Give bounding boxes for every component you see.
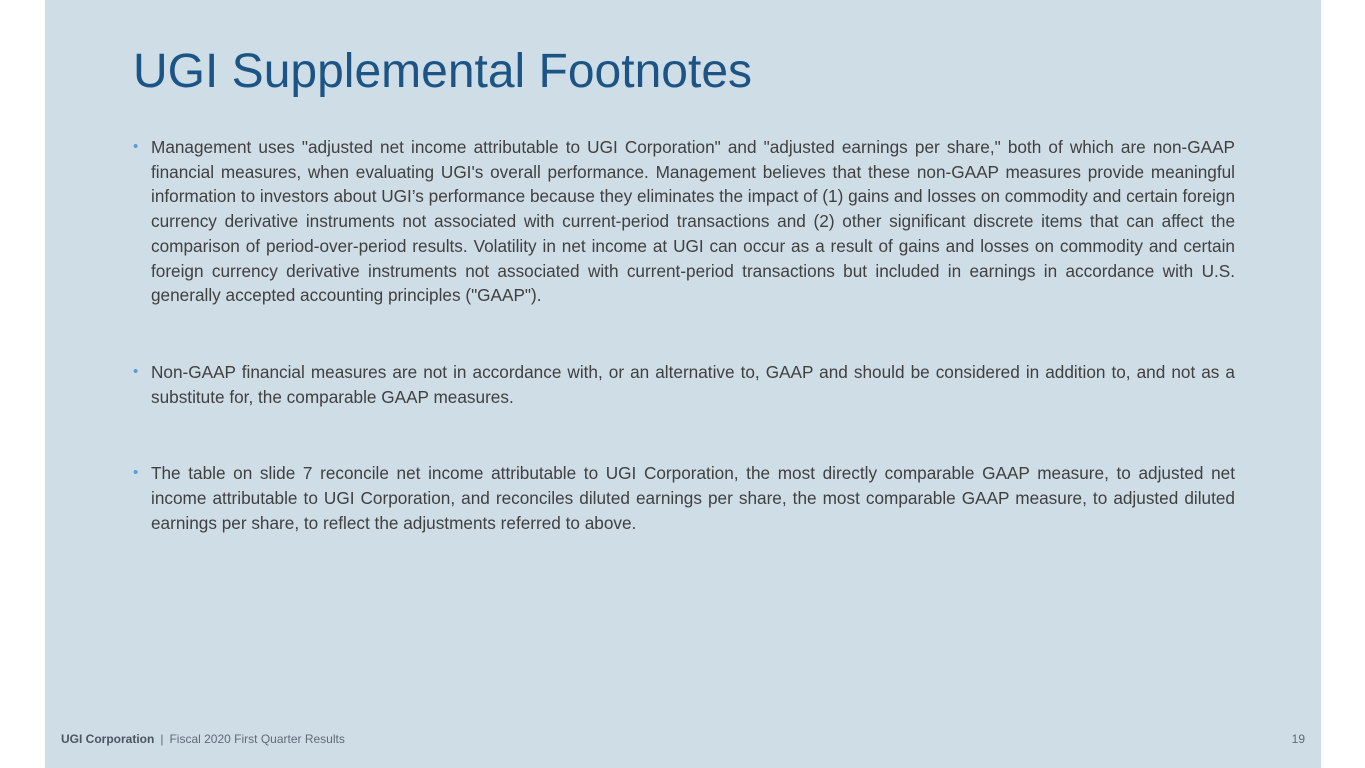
bullet-list bbox=[133, 135, 1235, 535]
bullet-item-1 bbox=[133, 135, 1235, 308]
bullet-icon: • bbox=[133, 138, 139, 155]
bullet-icon: • bbox=[133, 464, 139, 482]
footer-report-title: Fiscal 2020 First Quarter Results bbox=[169, 732, 345, 746]
bullet-text: The table on slide 7 reconcile net income attributable to UGI Corporation, the most directly comparable GAAP measure, to adjusted net income attributable to UGI Corporation, and reconciles diluted earnings per share, the most comparable GAAP measure, to adjusted diluted earnings per share, to reflect the adjustments referred to above. bbox=[151, 463, 1235, 533]
bullet-item-3 bbox=[133, 461, 1235, 535]
slide bbox=[45, 0, 1321, 768]
bullet-item-2 bbox=[133, 360, 1235, 409]
footer-separator: | bbox=[160, 732, 164, 746]
bullet-text: Non-GAAP financial measures are not in accordance with, or an alternative to, GAAP and should be considered in addition to, and not as a substitute for, the comparable GAAP measures. bbox=[151, 361, 1235, 407]
page-number: 19 bbox=[1291, 732, 1305, 746]
bullet-text: Management uses "adjusted net income attributable to UGI Corporation" and "adjusted earnings per share," both of which are non-GAAP financial measures, when evaluating UGI's overall performance. Management believes that these non-GAAP measures provide meaningful information to investors about UGI’s performance because they eliminates the impact of (1) gains and losses on commodity and certain foreign currency derivative instruments not associated with current-period transactions and (2) other significant discrete items that can affect the comparison of period-over-period results. Volatility in net income at UGI can occur as a result of gains and losses on commodity and certain foreign currency derivative instruments not associated with current-period transactions but included in earnings in accordance with U.S. generally accepted accounting principles ("GAAP"). bbox=[151, 137, 1236, 306]
footer bbox=[61, 731, 345, 747]
footer-company: UGI Corporation bbox=[61, 732, 155, 746]
bullet-icon: • bbox=[133, 362, 139, 380]
slide-title: UGI Supplemental Footnotes bbox=[133, 45, 753, 98]
